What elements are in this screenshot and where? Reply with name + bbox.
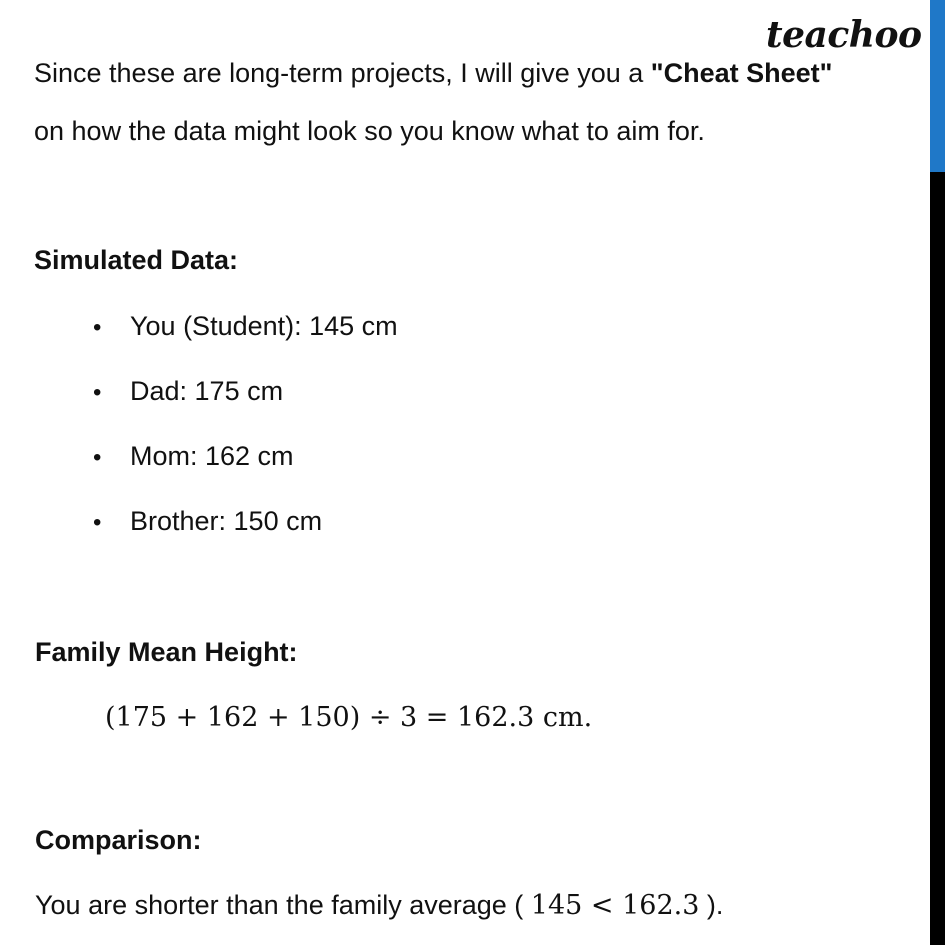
simulated-data-heading: Simulated Data: xyxy=(34,245,239,275)
cheat-sheet-emphasis: "Cheat Sheet" xyxy=(650,58,833,88)
family-mean-heading: Family Mean Height: xyxy=(35,637,298,667)
bullet-icon: • xyxy=(93,509,102,536)
list-item-text: Dad: 175 cm xyxy=(130,376,284,406)
list-item-text: You (Student): 145 cm xyxy=(130,311,398,341)
bullet-icon: • xyxy=(93,314,102,341)
bullet-icon: • xyxy=(93,444,102,471)
scrollbar-thumb[interactable] xyxy=(930,0,945,172)
mean-formula: (175 + 162 + 150) ÷ 3 = 162.3 cm. xyxy=(105,702,593,733)
teachoo-logo: teachoo xyxy=(766,14,922,56)
list-item xyxy=(93,440,294,474)
list-item xyxy=(93,375,283,409)
list-item xyxy=(93,310,398,344)
intro-line-1-text: Since these are long-term projects, I will give you a xyxy=(34,58,651,88)
list-item xyxy=(93,505,322,539)
comparison-text-suffix: ). xyxy=(699,890,724,920)
list-item-text: Mom: 162 cm xyxy=(130,441,294,471)
bullet-icon: • xyxy=(93,379,102,406)
comparison-text-prefix: You are shorter than the family average ( xyxy=(35,890,531,920)
intro-line-1 xyxy=(34,57,832,89)
comparison-math: 145 < 162.3 xyxy=(530,890,700,921)
intro-line-2: on how the data might look so you know what to aim for. xyxy=(34,116,705,146)
comparison-text xyxy=(35,889,723,922)
comparison-heading: Comparison: xyxy=(35,825,202,855)
list-item-text: Brother: 150 cm xyxy=(130,506,323,536)
